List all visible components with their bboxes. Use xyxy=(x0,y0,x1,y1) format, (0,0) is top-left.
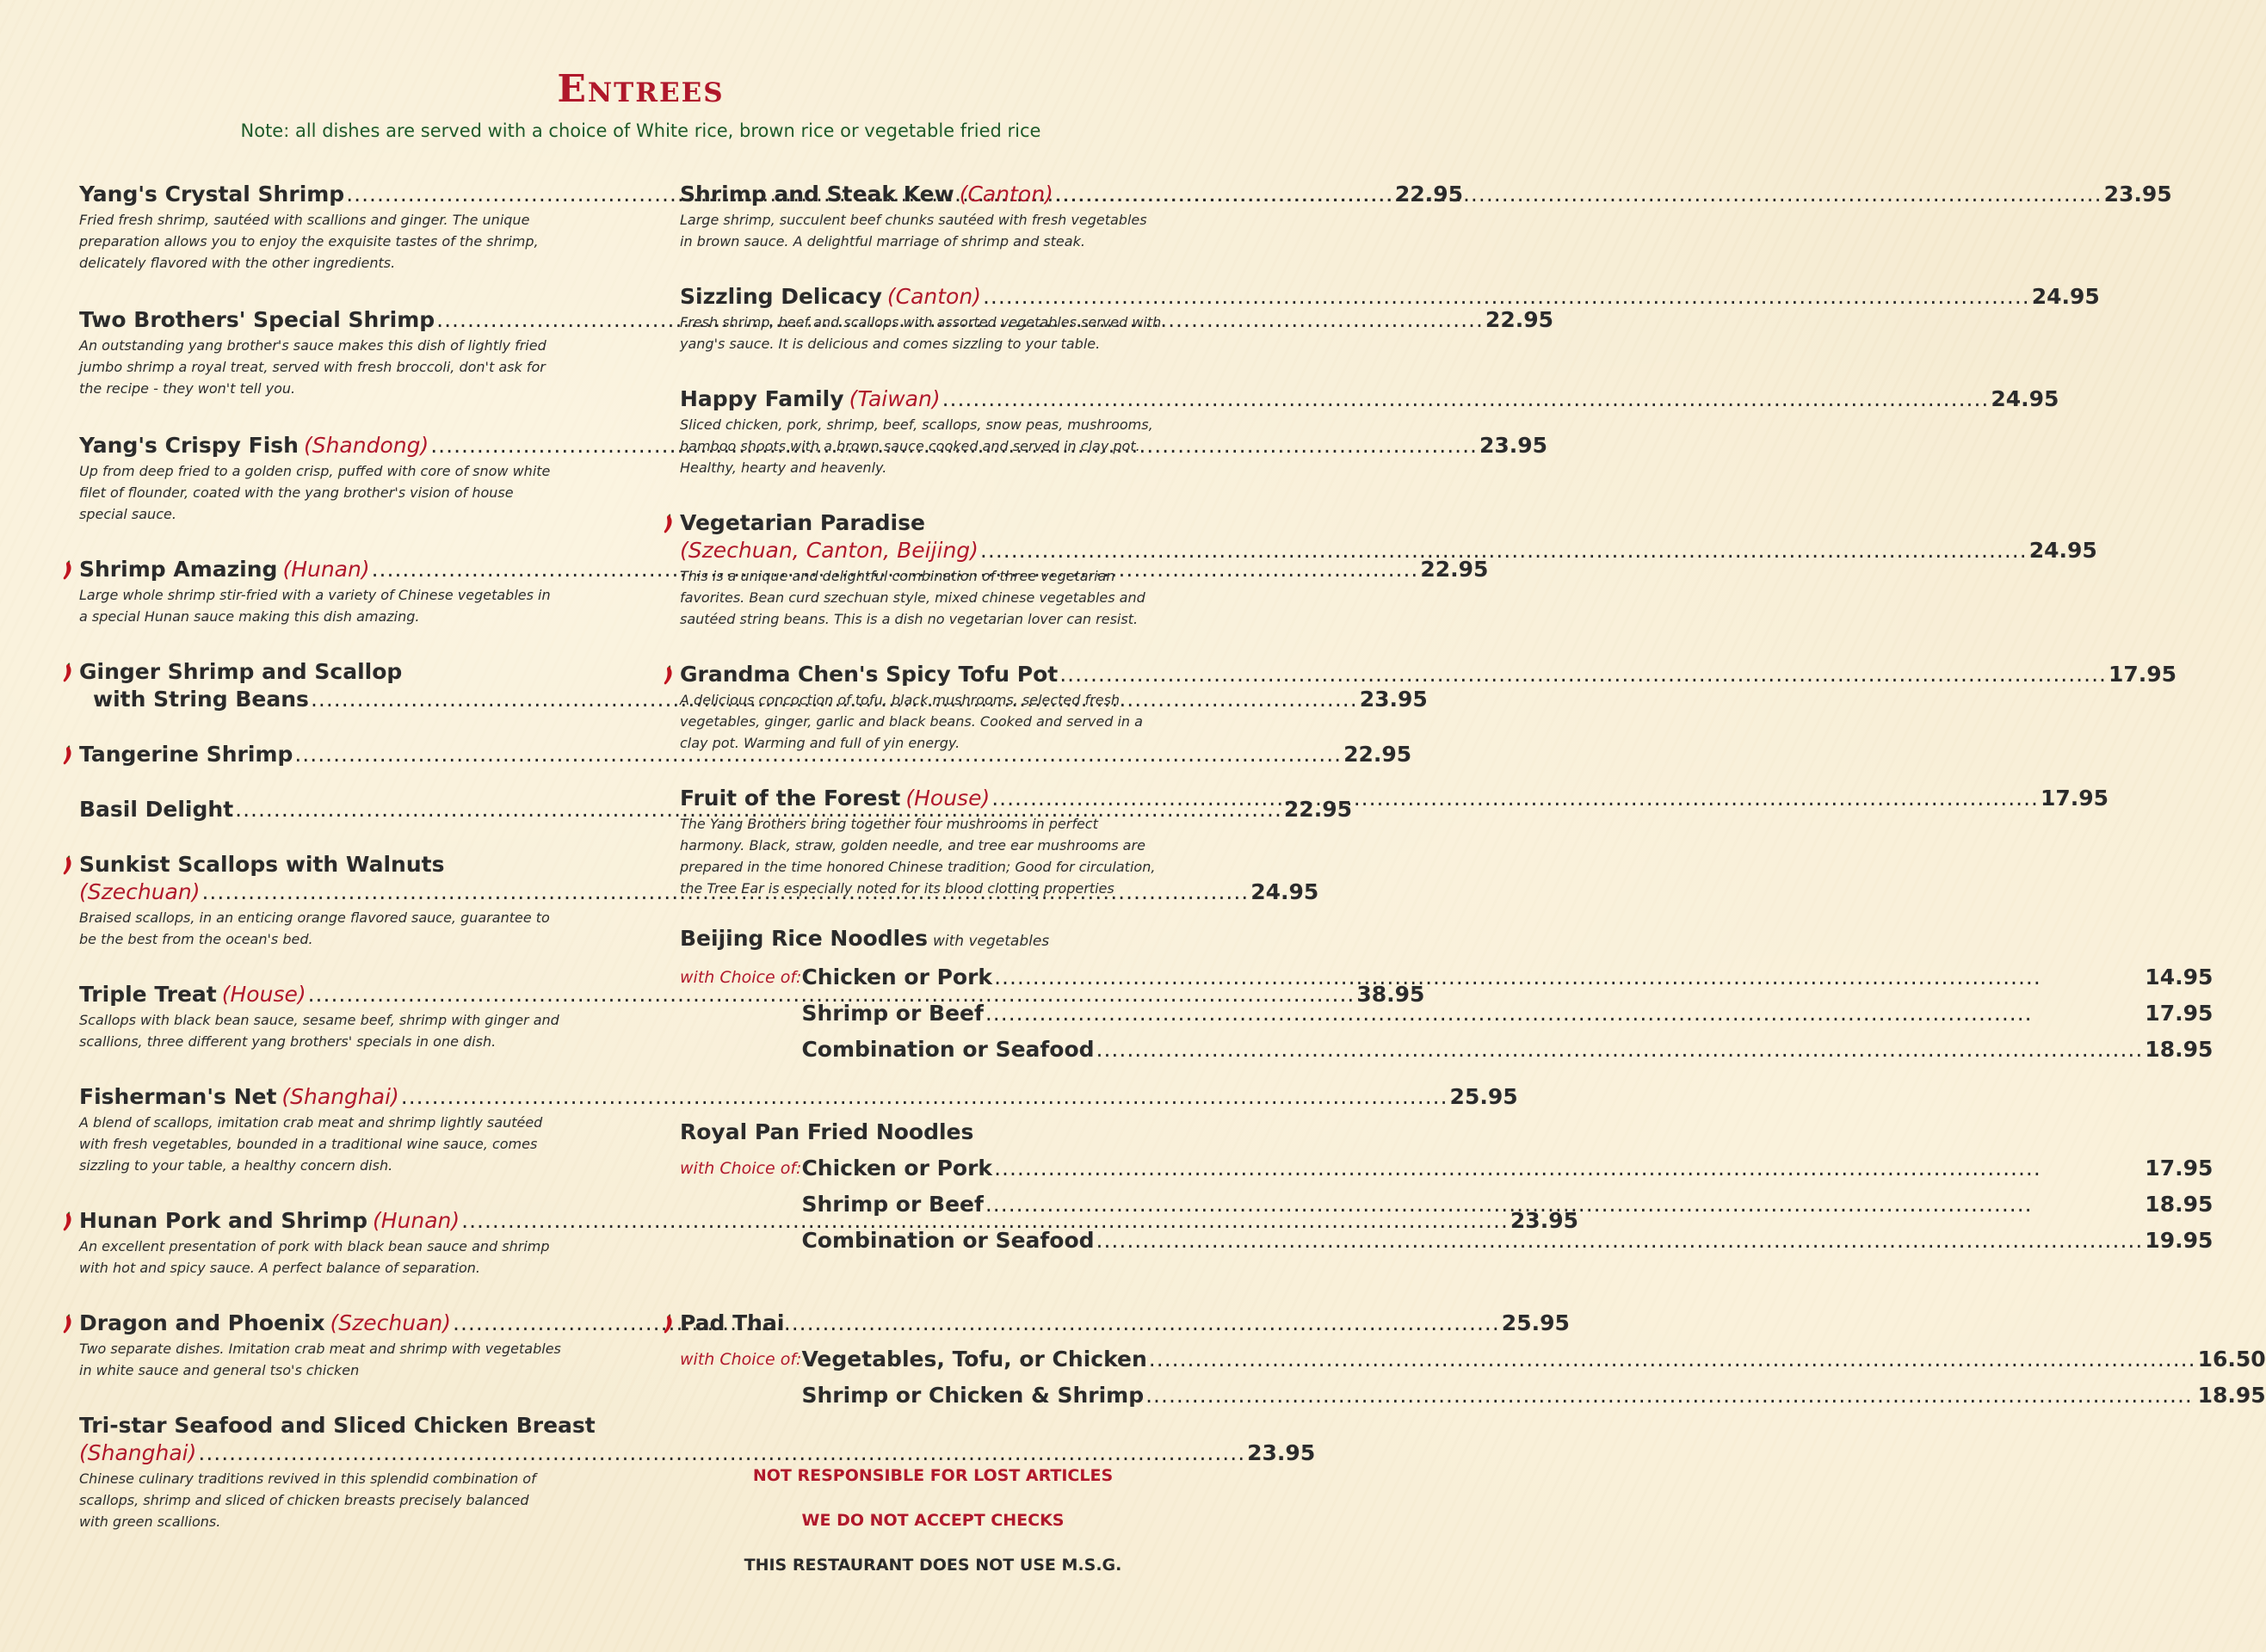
noodle-name: Royal Pan Fried Noodles xyxy=(680,1119,974,1144)
noodle-extra: with vegetables xyxy=(933,933,1050,950)
dish-region: (Hunan) xyxy=(282,557,370,582)
chili-pepper-icon xyxy=(62,746,72,765)
noodle-option xyxy=(801,1036,2213,1063)
dish-name: Tri-star Seafood and Sliced Chicken Breast xyxy=(79,1413,596,1438)
dish-region: (Szechuan) xyxy=(330,1310,452,1335)
option-price: 18.95 xyxy=(2197,1383,2266,1408)
dish-price: 38.95 xyxy=(1356,982,1425,1007)
chili-pepper-icon xyxy=(62,1315,72,1334)
dish-price: 22.95 xyxy=(1420,557,1489,582)
dish-description: Chinese culinary traditions revived in this splendid combination of scallops, shrimp and sliced of chicken breasts precisely balanced with green scallions. xyxy=(79,1470,536,1530)
noodle-option xyxy=(801,1000,2213,1027)
lost-articles-notice: NOT RESPONSIBLE FOR LOST ARTICLES xyxy=(752,1466,1114,1485)
dish-price: 23.95 xyxy=(1359,687,1428,712)
dish-region: (Canton) xyxy=(959,182,1053,206)
dish-region: (Shanghai) xyxy=(281,1084,399,1109)
dish-description: Large shrimp, succulent beef chunks sautéed with fresh vegetables in brown sauce. A delightful marriage of shrimp and steak. xyxy=(680,212,1147,250)
dish-description: Fried fresh shrimp, sautéed with scallions and ginger. The unique preparation allows you to enjoy the exquisite tastes of the shrimp, delicately flavored with the other ingredients. xyxy=(79,212,539,271)
dish-region: (Shandong) xyxy=(303,433,429,458)
dish-description: A blend of scallops, imitation crab meat and shrimp lightly sautéed with fresh vegetables, bounded in a traditional wine sauce, comes sizzling to your table, a healthy concern dish. xyxy=(79,1114,543,1174)
option-name: Combination or Seafood xyxy=(801,1228,1095,1253)
dish-name: Dragon and Phoenix xyxy=(79,1310,325,1335)
option-name: Vegetables, Tofu, or Chicken xyxy=(801,1347,1147,1372)
checks-notice: WE DO NOT ACCEPT CHECKS xyxy=(801,1511,1065,1530)
dish-price: 25.95 xyxy=(1449,1084,1518,1109)
dish-description: Two separate dishes. Imitation crab meat and shrimp with vegetables in white sauce and general tso's chicken xyxy=(79,1341,561,1378)
dish-description: Large whole shrimp stir-fried with a variety of Chinese vegetables in a special Hunan sauce making this dish amazing. xyxy=(79,587,551,625)
dish-name: Tangerine Shrimp xyxy=(79,742,293,767)
dish-name: Two Brothers' Special Shrimp xyxy=(79,307,435,332)
noodle-option xyxy=(801,1227,2213,1254)
dish-region: (Canton) xyxy=(886,284,981,309)
choice-label: with Choice of: xyxy=(680,1159,802,1178)
choice-label: with Choice of: xyxy=(680,1350,802,1369)
chili-pepper-icon xyxy=(62,856,72,875)
chili-pepper-icon xyxy=(663,666,673,685)
dish-name: Grandma Chen's Spicy Tofu Pot xyxy=(680,662,1059,687)
dish-description: This is a unique and delightful combination of three vegetarian favorites. Bean curd szechuan style, mixed chinese vegetables and sautéed string beans. This is a dish no vegetarian lover can resist. xyxy=(680,568,1145,627)
dish-name: Yang's Crispy Fish xyxy=(79,433,299,458)
dish-region: (Szechuan, Canton, Beijing) xyxy=(680,538,979,563)
dish-description: A delicious concoction of tofu, black mushrooms, selected fresh vegetables, ginger, garlic and black beans. Cooked and served in a clay pot. Warming and full of yin energy. xyxy=(680,692,1143,751)
dish-region: (Hunan) xyxy=(372,1208,460,1233)
dish-price: 24.95 xyxy=(1250,879,1319,904)
choice-label: with Choice of: xyxy=(680,968,802,987)
noodle-option xyxy=(801,1155,2213,1182)
dish-name: Vegetarian Paradise xyxy=(680,510,925,535)
noodle-option xyxy=(801,1191,2213,1218)
dish-description: An outstanding yang brother's sauce makes this dish of lightly fried jumbo shrimp a royal treat, served with fresh broccoli, don't ask for the recipe - they won't tell you. xyxy=(79,337,546,397)
option-name: Shrimp or Chicken & Shrimp xyxy=(801,1383,1145,1408)
dish-name: Yang's Crystal Shrimp xyxy=(79,182,345,206)
dish-description: Braised scallops, in an enticing orange flavored sauce, guarantee to be the best from the ocean's bed. xyxy=(79,909,550,947)
dish-name: Hunan Pork and Shrimp xyxy=(79,1208,367,1233)
dish-price: 22.95 xyxy=(1394,182,1464,206)
option-price: 19.95 xyxy=(2145,1228,2214,1253)
option-name: Shrimp or Beef xyxy=(801,1001,984,1026)
dish-region: (Szechuan) xyxy=(79,879,201,904)
noodle-name: Pad Thai xyxy=(680,1310,785,1335)
chili-pepper-icon xyxy=(62,663,72,682)
option-price: 14.95 xyxy=(2145,965,2214,989)
dish-description: Up from deep fried to a golden crisp, puffed with core of snow white filet of flounder, coated with the yang brother's vision of house special sauce. xyxy=(79,463,551,522)
option-price: 18.95 xyxy=(2145,1192,2214,1217)
dish-name: Sizzling Delicacy xyxy=(680,284,882,309)
dish-price: 24.95 xyxy=(2031,284,2100,309)
menu-item xyxy=(60,741,1412,768)
chili-pepper-icon xyxy=(62,1212,72,1231)
dish-description: An excellent presentation of pork with black bean sauce and shrimp with hot and spicy sauce. A perfect balance of separation. xyxy=(79,1238,550,1276)
option-price: 16.50 xyxy=(2197,1347,2266,1372)
dish-description: Scallops with black bean sauce, sesame beef, shrimp with ginger and scallions, three different yang brothers' specials in one dish. xyxy=(79,1012,559,1050)
dish-name: Shrimp and Steak Kew xyxy=(680,182,954,206)
dish-name: Fruit of the Forest xyxy=(680,786,901,811)
dish-name: Basil Delight xyxy=(79,797,234,822)
dish-description: Fresh shrimp, beef and scallops with assorted vegetables served with yang's sauce. It is delicious and comes sizzling to your table. xyxy=(680,314,1162,352)
dish-name-continued: with String Beans xyxy=(93,687,309,712)
option-name: Combination or Seafood xyxy=(801,1037,1095,1062)
dish-region: (Shanghai) xyxy=(79,1440,197,1465)
option-price: 17.95 xyxy=(2145,1156,2214,1180)
dish-price: 23.95 xyxy=(1247,1440,1316,1465)
rice-note: Note: all dishes are served with a choice of White rice, brown rice or vegetable fried rice xyxy=(240,120,1041,141)
dish-price: 23.95 xyxy=(1479,433,1548,458)
dish-price: 23.95 xyxy=(2103,182,2172,206)
dish-name: Shrimp Amazing xyxy=(79,557,278,582)
page-title: Entrees xyxy=(557,67,725,111)
option-name: Shrimp or Beef xyxy=(801,1192,984,1217)
chili-pepper-icon xyxy=(62,561,72,580)
dish-name: Ginger Shrimp and Scallop xyxy=(79,659,403,684)
dish-price: 23.95 xyxy=(1510,1208,1578,1233)
dish-name: Sunkist Scallops with Walnuts xyxy=(79,852,445,877)
dish-price: 22.95 xyxy=(1343,742,1412,767)
dish-description: Sliced chicken, pork, shrimp, beef, scallops, snow peas, mushrooms, bamboo shoots with a brown sauce cooked and served in clay pot. Healthy, hearty and heavenly. xyxy=(680,416,1153,476)
dish-region: (Taiwan) xyxy=(849,386,941,411)
noodle-name: Beijing Rice Noodles xyxy=(680,926,928,951)
noodle-option xyxy=(801,964,2213,991)
dish-description: The Yang Brothers bring together four mushrooms in perfect harmony. Black, straw, golden needle, and tree ear mushrooms are prepared in the time honored Chinese tradition; Good for circulation, the Tree Ear is especially noted for its blood clotting properties xyxy=(680,816,1156,897)
dish-price: 24.95 xyxy=(1991,386,2059,411)
noodle-option xyxy=(801,1382,2265,1409)
dish-region: (House) xyxy=(905,786,991,811)
chili-pepper-icon xyxy=(663,515,673,533)
dish-price: 22.95 xyxy=(1485,307,1553,332)
dish-name: Happy Family xyxy=(680,386,844,411)
option-name: Chicken or Pork xyxy=(801,965,993,989)
noodle-option xyxy=(801,1346,2265,1373)
dish-price: 17.95 xyxy=(2108,662,2177,687)
chili-pepper-icon xyxy=(663,1315,673,1334)
dish-price: 25.95 xyxy=(1501,1310,1570,1335)
dish-name: Triple Treat xyxy=(79,982,217,1007)
msg-notice: THIS RESTAURANT DOES NOT USE M.S.G. xyxy=(744,1556,1122,1575)
option-name: Chicken or Pork xyxy=(801,1156,993,1180)
dish-price: 22.95 xyxy=(1283,797,1352,822)
dish-price: 24.95 xyxy=(2028,538,2097,563)
option-price: 18.95 xyxy=(2145,1037,2214,1062)
dish-name: Fisherman's Net xyxy=(79,1084,277,1109)
dish-price: 17.95 xyxy=(2040,786,2109,811)
dish-region: (House) xyxy=(221,982,306,1007)
option-price: 17.95 xyxy=(2145,1001,2214,1026)
